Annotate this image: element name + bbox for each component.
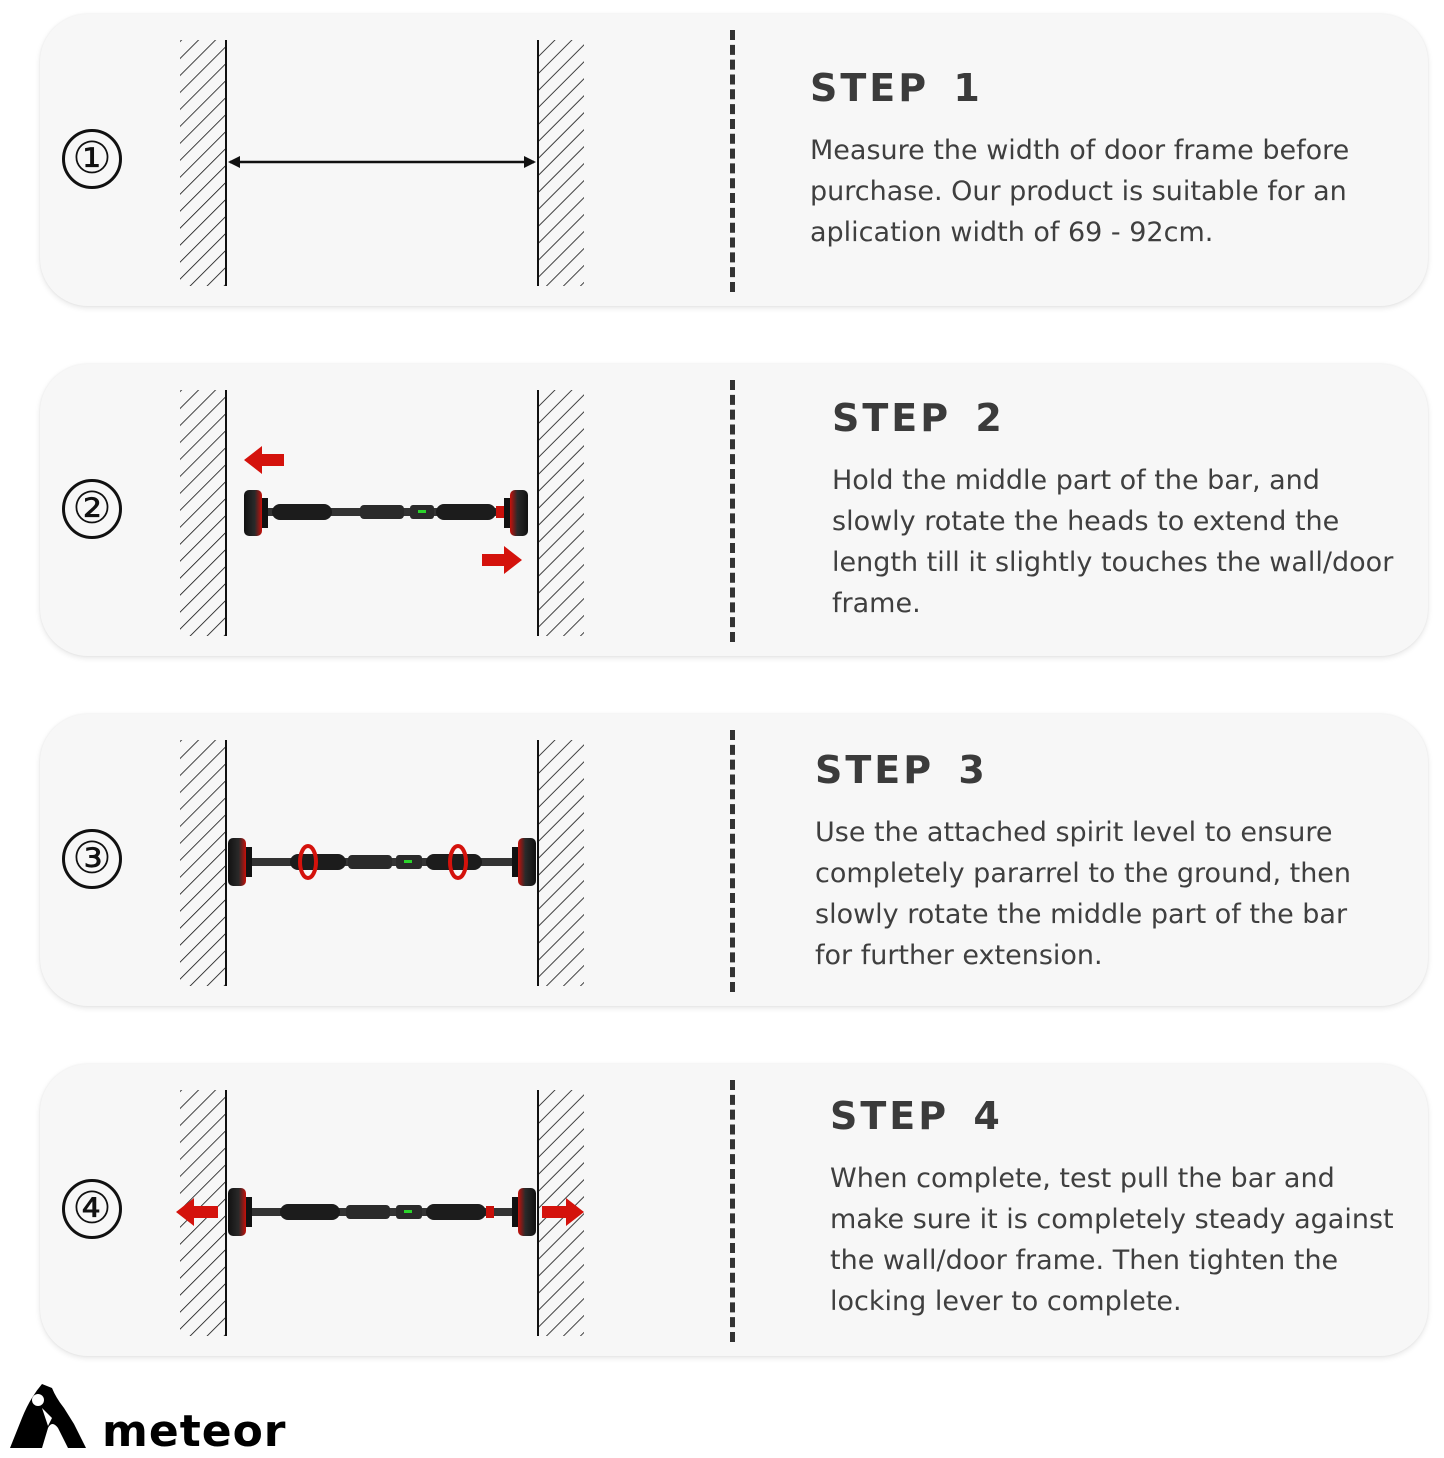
step-number-badge: ① <box>62 129 122 189</box>
step-card-2 <box>40 364 1428 656</box>
step-card-4 <box>40 1064 1428 1356</box>
test-pull-diagram <box>170 1084 650 1336</box>
left-arrow-icon <box>244 446 284 474</box>
step-number-badge: ④ <box>62 1179 122 1239</box>
extend-bar-diagram <box>170 384 650 636</box>
step-title: STEP 1 <box>810 66 983 110</box>
step-title: STEP 4 <box>830 1094 1003 1138</box>
dashed-divider <box>730 30 735 292</box>
dashed-divider <box>730 1080 735 1342</box>
dashed-divider <box>730 380 735 642</box>
step-description: Use the attached spirit level to ensure completely pararrel to the ground, then slowly rotate the middle part of the bar for further extension. <box>815 817 1352 971</box>
brand-name: meteor <box>102 1406 287 1452</box>
right-arrow-icon <box>482 546 522 574</box>
step-number-badge: ③ <box>62 829 122 889</box>
right-wall <box>538 40 584 286</box>
pull-up-bar <box>228 1188 536 1236</box>
meteor-logo <box>8 1378 338 1452</box>
step-card-3 <box>40 714 1428 1006</box>
step-number-badge: ② <box>62 479 122 539</box>
step-description: Measure the width of door frame before purchase. Our product is suitable for an aplication width of 69 - 92cm. <box>810 135 1350 248</box>
left-wall <box>180 40 226 286</box>
step-card-1 <box>40 14 1428 306</box>
step-text-2 <box>832 396 1402 624</box>
step-title: STEP 2 <box>832 396 1005 440</box>
step-title: STEP 3 <box>815 748 988 792</box>
step-text-4 <box>830 1094 1400 1322</box>
measure-arrow-icon <box>228 156 536 168</box>
measure-diagram <box>170 34 650 286</box>
step-description: Hold the middle part of the bar, and slowly rotate the heads to extend the length till it slightly touches the wall/door frame. <box>832 465 1394 619</box>
pull-up-bar <box>244 490 528 536</box>
pull-up-bar <box>228 838 536 886</box>
level-bar-diagram <box>170 734 650 986</box>
step-text-1 <box>810 66 1380 253</box>
step-description: When complete, test pull the bar and make sure it is completely steady against the wall/door frame. Then tighten the locking lever to complete. <box>830 1163 1394 1317</box>
dashed-divider <box>730 730 735 992</box>
step-text-3 <box>815 748 1385 976</box>
